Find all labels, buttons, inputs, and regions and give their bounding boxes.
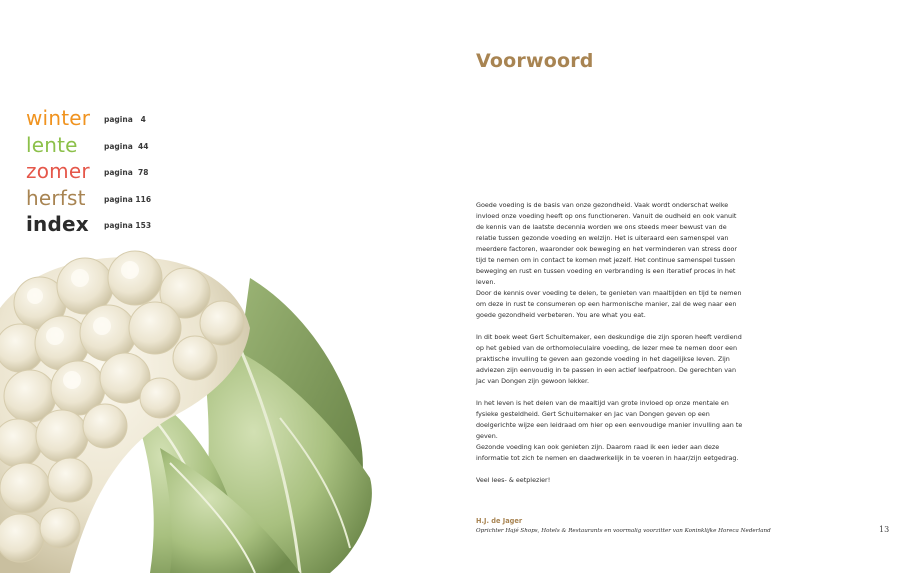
paragraph: Goede voeding is de basis van onze gezondheid. Vaak wordt onderschat welke invloed onze voeding heeft op ons functioneren. Vanuit de oudheid en ook vanuit de kennis van de laatste decennia worden we ons steeds meer bewust van de relatie tussen gezonde voeding en welzijn. Het is uiteraard een samenspel van meerdere factoren, waaronder ook beweging en het verminderen van stress door tijd te nemen om in contact te komen met jezelf. Het continue samenspel tussen beweging en rust en tussen voeding en verbranding is een iteratief proces in het leven. [476,201,738,286]
toc-page-ref: pagina 116 [104,194,152,204]
toc-page-ref: pagina 153 [104,221,152,230]
toc-season-label: index [26,212,89,236]
paragraph: Door de kennis over voeding te delen, te genieten van maaltijden en tijd te nemen om deze in rust te consumeren op een harmonische manier, zal de weg naar een goede gezondheid verbeteren. You are what you eat. [476,289,742,319]
paragraph: In het leven is het delen van de maaltijd van grote invloed op onze mentale en fysieke gesteldheid. Gert Schuitemaker en Jac van Dongen geven op een doelgerichte wijze een leidraad om hier op een eenvoudige manier invulling aan te geven. [476,399,743,440]
page-number: 13 [879,525,890,534]
foreword-text [476,200,744,486]
signature-name: H.J. de Jager [476,517,523,525]
cauliflower-image [0,248,380,573]
toc-season-label: lente [26,132,78,157]
toc-page-ref: pagina 4 [104,115,146,124]
signature-role: Oprichter Hajé Shops, Hotels & Restaurants en voormalig voorzitter van Koninklijke Horeca Nederland [476,528,771,534]
paragraph: Veel lees- & eetplezier! [476,476,551,484]
toc-season-label: zomer [26,159,90,183]
paragraph: In dit boek weet Gert Schuitemaker, een deskundige die zijn sporen heeft verdiend op het gebied van de orthomoleculaire voeding, de lezer mee te nemen door een praktische invulling te geven aan gezonde voeding in het dagelijkse leven. Zijn adviezen zijn eenvoudig in te passen in een actief leefpatroon. De gerechten van Jac van Dongen zijn gewoon lekker. [476,333,742,385]
page-title: Voorwoord [476,50,594,72]
paragraph: Gezonde voeding kan ook genieten zijn. Daarom raad ik een ieder aan deze informatie tot zich te nemen en daadwerkelijk in te voeren in haar/zijn eetgedrag. [476,443,739,462]
toc-season-label: herfst [26,185,86,210]
toc-page-ref: pagina 44 [104,141,149,151]
toc-page-ref: pagina 78 [104,168,149,177]
toc-season-label: winter [26,106,91,130]
